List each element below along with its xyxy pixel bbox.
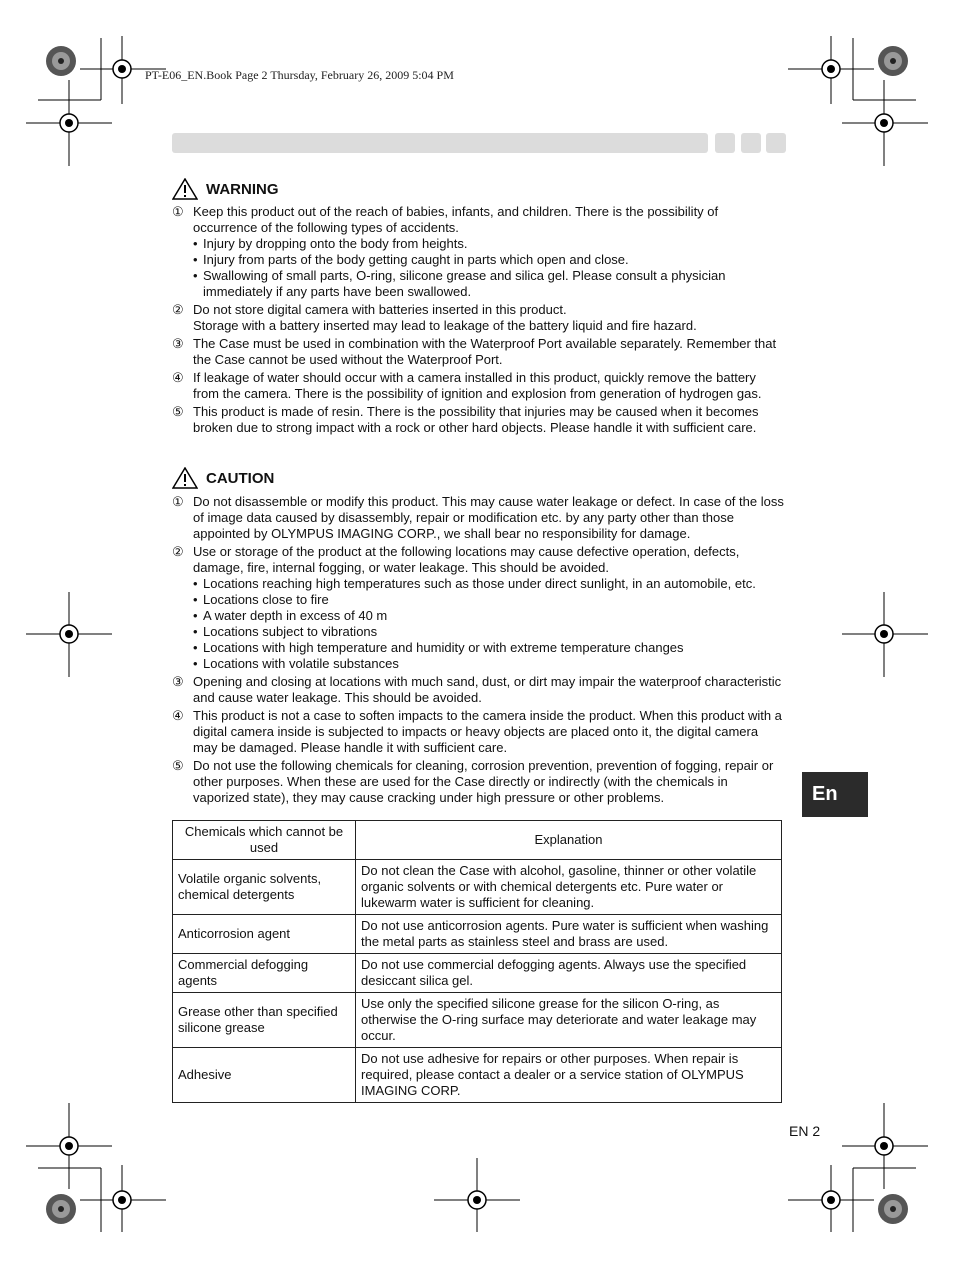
item-number: ④: [172, 708, 184, 723]
item-text: Keep this product out of the reach of babies, infants, and children. There is the possibility of occurrence of the following types of accidents.: [193, 204, 719, 235]
caution-item: [172, 544, 784, 672]
table-header-row: [173, 821, 782, 860]
caution-item: [172, 494, 784, 542]
bullet-item: • Locations close to fire: [193, 592, 784, 608]
bullet-item: • Injury by dropping onto the body from heights.: [193, 236, 784, 252]
table-header-cell: Chemicals which cannot be used: [173, 821, 356, 860]
header-bar: [172, 133, 708, 153]
item-number: ①: [172, 494, 184, 509]
item-text: This product is made of resin. There is the possibility that injuries may be caused when it becomes broken due to strong impact with a rock or other hard objects. Please handle it with sufficient care.: [193, 404, 759, 435]
bullet-item: • Injury from parts of the body getting caught in parts which open and close.: [193, 252, 784, 268]
bullet-item: • A water depth in excess of 40 m: [193, 608, 784, 624]
warning-item: [172, 204, 784, 300]
item-number: ④: [172, 370, 184, 385]
warning-item: [172, 336, 784, 368]
bullet-item: • Locations subject to vibrations: [193, 624, 784, 640]
table-cell: Do not use adhesive for repairs or other purposes. When repair is required, please contact a dealer or a service station of OLYMPUS IMAGING CORP.: [356, 1048, 782, 1103]
table-cell: Anticorrosion agent: [173, 915, 356, 954]
table-cell: Do not clean the Case with alcohol, gasoline, thinner or other volatile organic solvents or with chemical detergents etc. Pure water or lukewarm water is sufficient for cleaning.: [356, 860, 782, 915]
warning-item: [172, 370, 784, 402]
item-text: Storage with a battery inserted may lead to leakage of the battery liquid and fire hazard.: [193, 318, 697, 333]
warning-item: [172, 302, 784, 334]
item-text: If leakage of water should occur with a camera installed in this product, quickly remove the battery from the camera. There is the possibility of ignition and explosion from generation of hydrogen gas.: [193, 370, 762, 401]
item-text: This product is not a case to soften impacts to the camera inside the product. When this product with a digital camera inside is subjected to impacts or heavy objects are placed onto it, the digital camera may be damaged. Please handle it with sufficient care.: [193, 708, 782, 755]
item-text: The Case must be used in combination with the Waterproof Port available separately. Remember that the Case cannot be used without the Waterproof Port.: [193, 336, 777, 367]
caution-triangle-icon: [172, 467, 198, 489]
table-cell: Use only the specified silicone grease for the silicon O-ring, as otherwise the O-ring surface may deteriorate and water leakage may occur.: [356, 993, 782, 1048]
caution-heading: [172, 467, 274, 489]
warning-heading: [172, 178, 279, 200]
book-info-header: PT-E06_EN.Book Page 2 Thursday, February 26, 2009 5:04 PM: [145, 68, 454, 82]
bullet-item: • Swallowing of small parts, O-ring, silicone grease and silica gel. Please consult a physician immediately if any parts have been swallowed.: [193, 268, 784, 300]
item-text: Do not store digital camera with batteries inserted in this product.: [193, 302, 567, 317]
item-text: Do not use the following chemicals for cleaning, corrosion prevention, prevention of fogging, repair or other purposes. When these are used for the Case directly or indirectly (with the chemicals in vaporized state), they may cause cracking under high pressure or other problems.: [193, 758, 774, 805]
language-tab: En: [802, 772, 868, 817]
table-cell: Do not use anticorrosion agents. Pure water is sufficient when washing the metal parts as stainless steel and brass are used.: [356, 915, 782, 954]
warning-title: WARNING: [206, 180, 279, 198]
caution-item: [172, 758, 784, 806]
page-number: EN 2: [789, 1123, 821, 1139]
table-cell: Volatile organic solvents, chemical detergents: [173, 860, 356, 915]
item-number: ①: [172, 204, 184, 219]
item-text: Use or storage of the product at the following locations may cause defective operation, defects, damage, fire, internal fogging, or water leakage. This should be avoided.: [193, 544, 740, 575]
caution-title: CAUTION: [206, 469, 275, 487]
item-text: Opening and closing at locations with much sand, dust, or dirt may impair the waterproof characteristic and cause water leakage. This should be avoided.: [193, 674, 782, 705]
table-row: [173, 915, 782, 954]
caution-item: [172, 708, 784, 756]
table-row: [173, 1048, 782, 1103]
header-bar-block: [766, 133, 786, 153]
item-number: ②: [172, 302, 184, 317]
warning-item: [172, 404, 784, 436]
chemicals-table: [172, 820, 782, 1103]
item-number: ⑤: [172, 404, 184, 419]
table-row: [173, 860, 782, 915]
item-number: ③: [172, 674, 184, 689]
item-number: ③: [172, 336, 184, 351]
caution-list: [172, 494, 784, 808]
item-number: ②: [172, 544, 184, 559]
table-cell: Grease other than specified silicone grease: [173, 993, 356, 1048]
item-number: ⑤: [172, 758, 184, 773]
bullet-item: • Locations with high temperature and humidity or with extreme temperature changes: [193, 640, 784, 656]
table-cell: Adhesive: [173, 1048, 356, 1103]
header-bar-block: [715, 133, 735, 153]
bullet-item: • Locations reaching high temperatures such as those under direct sunlight, in an automobile, etc.: [193, 576, 784, 592]
table-row: [173, 954, 782, 993]
item-text: Do not disassemble or modify this product. This may cause water leakage or defect. In case of the loss of image data caused by disassembly, repair or modification etc. by any party other than those appointed by OLYMPUS IMAGING CORP., we shall bear no responsibility for damage.: [193, 494, 784, 541]
table-cell: Do not use commercial defogging agents. Always use the specified desiccant silica gel.: [356, 954, 782, 993]
warning-list: [172, 204, 784, 438]
table-header-cell: Explanation: [356, 821, 782, 860]
table-cell: Commercial defogging agents: [173, 954, 356, 993]
header-bar-block: [741, 133, 761, 153]
warning-triangle-icon: [172, 178, 198, 200]
bullet-item: • Locations with volatile substances: [193, 656, 784, 672]
table-row: [173, 993, 782, 1048]
caution-item: [172, 674, 784, 706]
